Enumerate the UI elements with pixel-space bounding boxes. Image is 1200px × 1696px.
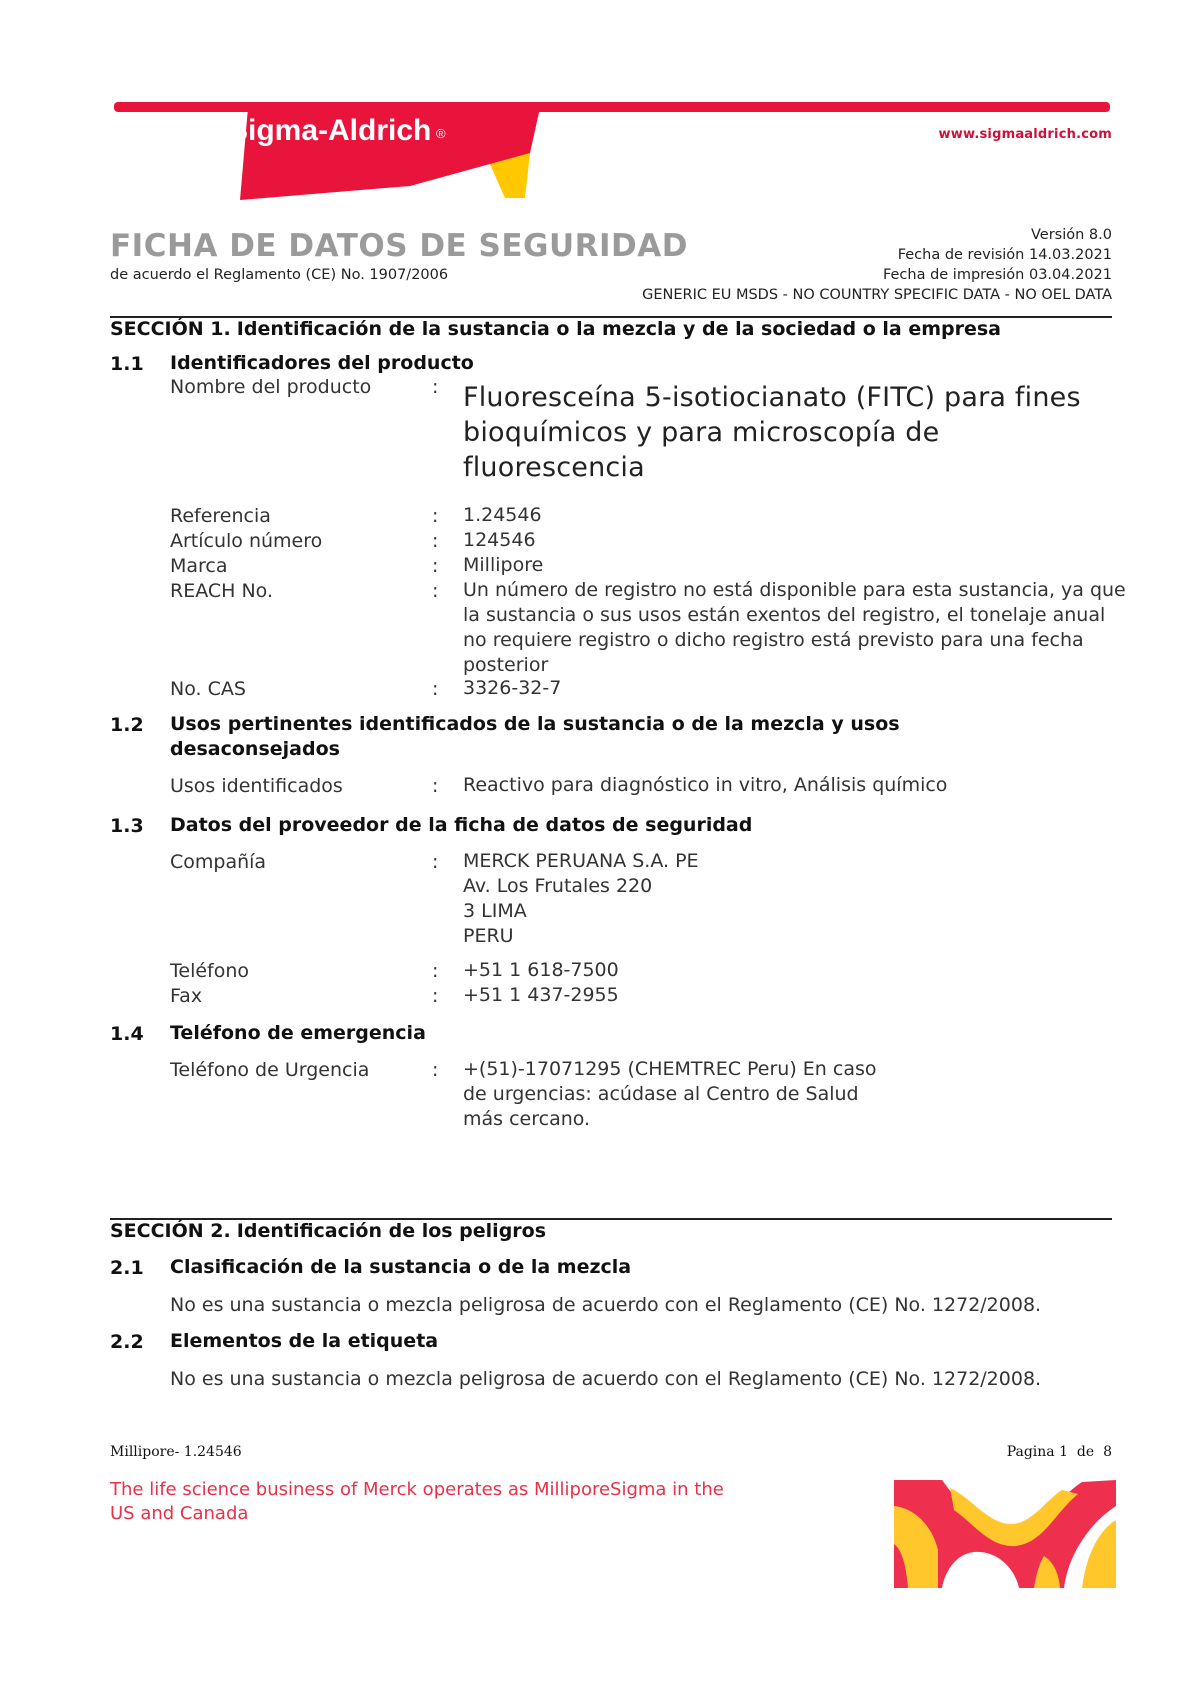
registered-mark: ® <box>436 126 446 141</box>
colon: : <box>432 775 439 797</box>
colon: : <box>432 580 439 602</box>
uses-label: Usos identificados <box>170 775 343 797</box>
sigma-aldrich-logo <box>110 98 1110 208</box>
reference-label: Referencia <box>170 505 271 527</box>
section-2-label: SECCIÓN 2. <box>110 1220 231 1242</box>
company-line: PERU <box>463 925 514 947</box>
colon: : <box>432 1059 439 1081</box>
company-label: Compañía <box>170 851 267 873</box>
document-subtitle: de acuerdo el Reglamento (CE) No. 1907/2006 <box>110 267 449 283</box>
article-label: Artículo número <box>170 530 323 552</box>
subsection-number: 1.1 <box>110 353 144 375</box>
uses-value: Reactivo para diagnóstico in vitro, Análisis químico <box>463 774 948 796</box>
page-label: Pagina <box>1006 1444 1055 1460</box>
subsection-title: Identificadores del producto <box>170 352 474 374</box>
colon: : <box>432 851 439 873</box>
colon: : <box>432 985 439 1007</box>
document-title: FICHA DE DATOS DE SEGURIDAD <box>110 228 689 264</box>
section-2-heading <box>110 1220 546 1242</box>
cas-value: 3326-32-7 <box>463 677 562 699</box>
colon: : <box>432 530 439 552</box>
section-1-heading <box>110 318 1001 340</box>
cas-label: No. CAS <box>170 678 246 700</box>
phone-label: Teléfono <box>170 960 250 982</box>
website-url[interactable]: www.sigmaaldrich.com <box>938 127 1112 142</box>
generic-note: GENERIC EU MSDS - NO COUNTRY SPECIFIC DATA - NO OEL DATA <box>642 287 1112 303</box>
company-address <box>463 849 1133 949</box>
subsection-title: Elementos de la etiqueta <box>170 1330 439 1352</box>
fax-value: +51 1 437-2955 <box>463 984 619 1006</box>
page-current: 1 <box>1059 1444 1069 1460</box>
colon: : <box>432 555 439 577</box>
footer-product-ref: Millipore- 1.24546 <box>110 1444 242 1460</box>
reach-label: REACH No. <box>170 580 274 602</box>
subsection-number: 2.1 <box>110 1257 144 1279</box>
page-total: 8 <box>1103 1444 1112 1460</box>
article-value: 124546 <box>463 529 536 551</box>
product-name: Fluoresceína 5-isotiocianato (FITC) para fines bioquímicos y para microscopía de fluorescencia <box>463 382 1081 483</box>
subsection-number: 1.3 <box>110 815 144 837</box>
brand-label: Marca <box>170 555 228 577</box>
phone-value: +51 1 618-7500 <box>463 959 619 981</box>
page-number <box>1007 1444 1112 1460</box>
subsection-title: Clasificación de la sustancia o de la mezcla <box>170 1256 632 1278</box>
version: Versión 8.0 <box>1031 227 1112 243</box>
urgent-phone-value: +(51)-17071295 (CHEMTREC Peru) En caso de urgencias: acúdase al Centro de Salud más cercano. <box>463 1058 877 1130</box>
subsection-number: 1.2 <box>110 714 144 736</box>
merck-logo <box>894 1480 1116 1590</box>
colon: : <box>432 678 439 700</box>
brand-text: Sigma-Aldrich <box>228 114 432 147</box>
print-date: Fecha de impresión 03.04.2021 <box>882 267 1112 283</box>
section-1-title: Identificación de la sustancia o la mezcla y de la sociedad o la empresa <box>236 318 1002 340</box>
subsection-number: 1.4 <box>110 1023 144 1045</box>
subsection-title: Usos pertinentes identificados de la sustancia o de la mezcla y usos desaconsejados <box>170 713 900 760</box>
subsection-title: Teléfono de emergencia <box>170 1022 426 1044</box>
colon: : <box>432 505 439 527</box>
revision-date: Fecha de revisión 14.03.2021 <box>897 247 1112 263</box>
reach-value: Un número de registro no está disponible para esta sustancia, ya que la sustancia o sus usos están exentos del registro, el tonelaje anual no requiere registro o dicho registro está previsto para una fecha posterior <box>463 579 1126 676</box>
section-1-label: SECCIÓN 1. <box>110 318 231 340</box>
label-elements-text: No es una sustancia o mezcla peligrosa de acuerdo con el Reglamento (CE) No. 1272/2008. <box>170 1368 1042 1390</box>
reference-value: 1.24546 <box>463 504 542 526</box>
merck-tagline: The life science business of Merck operates as MilliporeSigma in the US and Canada <box>110 1479 724 1524</box>
classification-text: No es una sustancia o mezcla peligrosa de acuerdo con el Reglamento (CE) No. 1272/2008. <box>170 1294 1042 1316</box>
fax-label: Fax <box>170 985 203 1007</box>
subsection-title: Datos del proveedor de la ficha de datos de seguridad <box>170 814 753 836</box>
page-of-label: de <box>1076 1444 1095 1460</box>
brand-value: Millipore <box>463 554 544 576</box>
subsection-number: 2.2 <box>110 1331 144 1353</box>
company-line: Av. Los Frutales 220 <box>463 875 653 897</box>
urgent-phone-label: Teléfono de Urgencia <box>170 1059 370 1081</box>
company-line: 3 LIMA <box>463 900 527 922</box>
section-2-title: Identificación de los peligros <box>236 1220 547 1242</box>
colon: : <box>432 960 439 982</box>
product-name-label: Nombre del producto <box>170 376 372 398</box>
colon: : <box>432 376 439 398</box>
company-line: MERCK PERUANA S.A. PE <box>463 850 699 872</box>
